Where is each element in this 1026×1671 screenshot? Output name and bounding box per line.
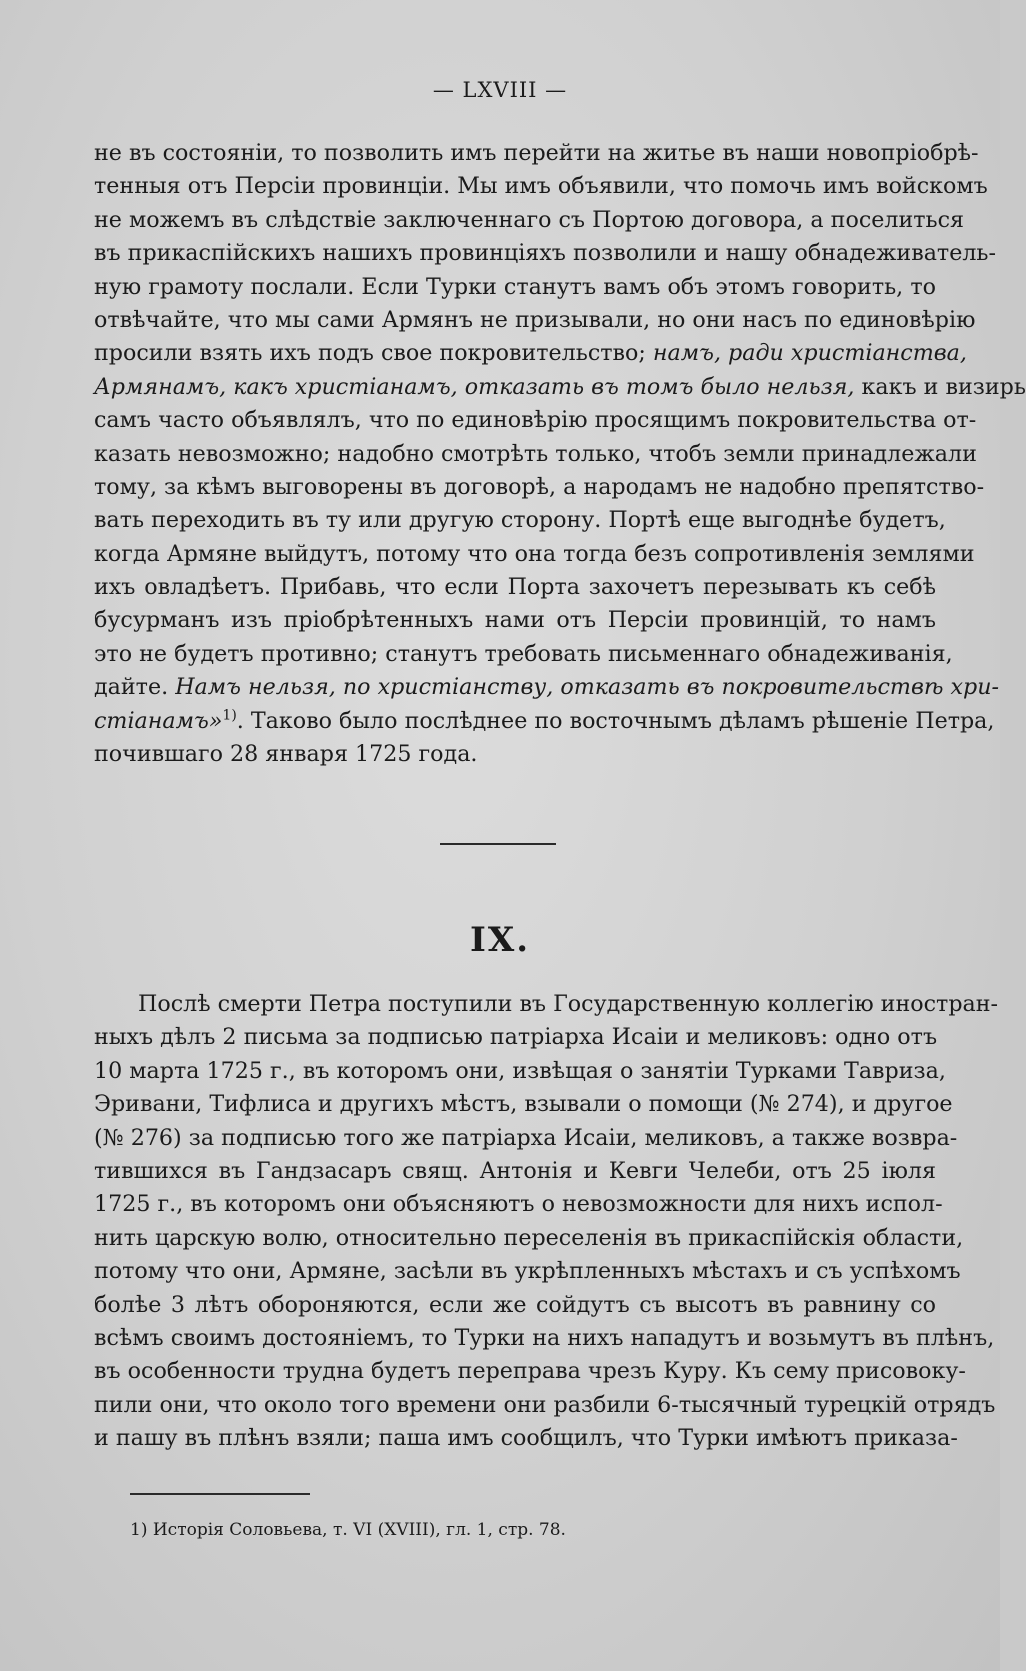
paragraph-2 <box>94 988 999 1455</box>
text-line: потому что они, Армяне, засѣли въ укрѣпленныхъ мѣстахъ и съ успѣхомъ <box>94 1258 961 1285</box>
text-line: дайте. Намъ нельзя, по христіанству, отказать въ покровительствѣ хри- <box>94 674 1000 701</box>
text-line: бусурманъ изъ пріобрѣтенныхъ нами отъ Персіи провинцій, то намъ <box>94 607 936 634</box>
text-line: просили взять ихъ подъ свое покровительство; намъ, ради христіанства, <box>94 340 967 367</box>
text-line: казать невозможно; надобно смотрѣть только, чтобъ земли принадлежали <box>94 440 977 467</box>
italic-quote: стіанамъ» <box>94 707 223 734</box>
text-line: ныхъ дѣлъ 2 письма за подписью патріарха Исаіи и меликовъ: одно отъ <box>94 1024 938 1051</box>
text-line: отвѣчайте, что мы сами Армянъ не призывали, но они насъ по единовѣрію <box>94 306 976 333</box>
footnote-divider <box>130 1493 310 1495</box>
text-line: ную грамоту послали. Если Турки станутъ вамъ объ этомъ говорить, то <box>94 273 936 300</box>
text-line: 1725 г., въ которомъ они объясняютъ о невозможности для нихъ испол- <box>94 1191 943 1218</box>
text-line: самъ часто объявлялъ, что по единовѣрію просящимъ покровительства от- <box>94 407 977 434</box>
text-line: тившихся въ Гандзасаръ свящ. Антонія и Кевги Челеби, отъ 25 іюля <box>94 1157 936 1184</box>
text-line: въ прикаспійскихъ нашихъ провинціяхъ позволили и нашу обнадеживатель- <box>94 240 996 267</box>
text-line: это не будетъ противно; станутъ требовать письменнаго обнадеживанія, <box>94 640 953 667</box>
text-line: ихъ овладѣетъ. Прибавь, что если Порта захочетъ перезывать къ себѣ <box>94 574 936 601</box>
text-line: и пашу въ плѣнъ взяли; паша имъ сообщилъ, что Турки имѣютъ приказа- <box>94 1425 958 1452</box>
text-line: почившаго 28 января 1725 года. <box>94 741 478 768</box>
text-line: Послѣ смерти Петра поступили въ Государственную коллегію иностран- <box>138 991 999 1017</box>
text-line: Армянамъ, какъ христіанамъ, отказать въ томъ было нельзя, какъ и визирь <box>94 373 1026 400</box>
text-line: тому, за кѣмъ выговорены въ договорѣ, а народамъ не надобно препятство- <box>94 473 985 500</box>
italic-quote: намъ, ради христіанства, <box>652 340 967 367</box>
text-line: (№ 276) за подписью того же патріарха Исаіи, меликовъ, а также возвра- <box>94 1124 958 1151</box>
footnote-ref: 1) <box>222 707 237 724</box>
section-divider <box>440 843 556 845</box>
text-line: всѣмъ своимъ достояніемъ, то Турки на нихъ нападутъ и возьмутъ въ плѣнъ, <box>94 1324 995 1351</box>
page-number: — LXVIII — <box>432 78 568 102</box>
text-line: не въ состояніи, то позволить имъ перейти на житье въ наши новопріобрѣ- <box>94 140 979 166</box>
text-line: вать переходить въ ту или другую сторону. Портѣ еще выгоднѣе будетъ, <box>94 507 946 534</box>
text-line: не можемъ въ слѣдствіе заключеннаго съ Портою договора, а поселиться <box>94 206 965 233</box>
text-line: въ особенности трудна будетъ переправа чрезъ Куру. Къ сему присовоку- <box>94 1358 966 1385</box>
paragraph-1 <box>94 137 1026 771</box>
text-line: болѣе 3 лѣтъ обороняются, если же сойдутъ съ высотъ въ равнину со <box>94 1291 936 1318</box>
italic-quote: Армянамъ, какъ христіанамъ, отказать въ томъ было нельзя, <box>94 373 855 400</box>
text-line: пили они, что около того времени они разбили 6-тысячный турецкій отрядъ <box>94 1391 996 1418</box>
text-line: тенныя отъ Персіи провинціи. Мы имъ объявили, что помочь имъ войскомъ <box>94 173 988 200</box>
section-heading: IX. <box>469 920 531 960</box>
text-line: нить царскую волю, относительно переселенія въ прикаспійскія области, <box>94 1224 964 1251</box>
text-line: когда Армяне выйдутъ, потому что она тогда безъ сопротивленія землями <box>94 540 975 567</box>
footnote: 1) Исторія Соловьева, т. VI (XVIII), гл. 1, стр. 78. <box>130 1520 566 1540</box>
text-line: стіанамъ»$^{1)}$. Таково было послѣднее по восточнымъ дѣламъ рѣшеніе Петра, <box>94 707 995 734</box>
text-line: Эривани, Тифлиса и другихъ мѣстъ, взывали о помощи (№ 274), и другое <box>94 1091 953 1118</box>
text-line: 10 марта 1725 г., въ которомъ они, извѣщая о занятіи Турками Тавриза, <box>94 1057 946 1084</box>
italic-quote: Намъ нельзя, по христіанству, отказать въ покровительствѣ хри- <box>175 674 1000 701</box>
